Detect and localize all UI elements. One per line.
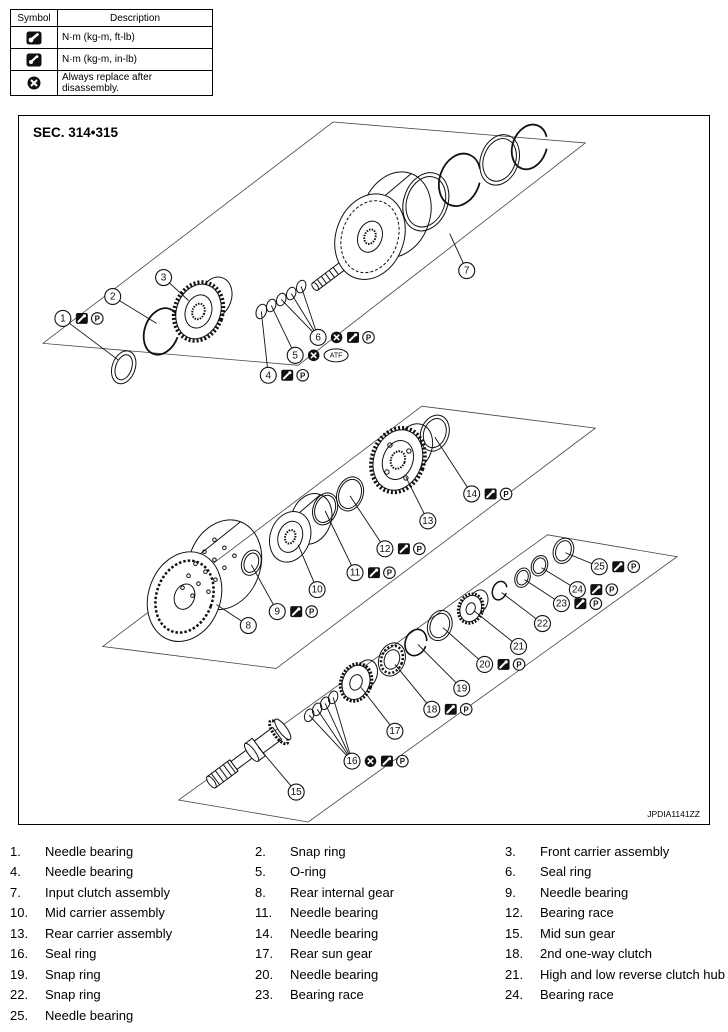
- callout-8: [216, 605, 256, 634]
- svg-text:P: P: [609, 585, 615, 595]
- parts-list-item: [255, 862, 505, 883]
- callout-number: 23: [555, 598, 567, 610]
- callout-number: 5: [292, 350, 298, 362]
- parts-list-item: [505, 944, 722, 965]
- parts-list-item: [505, 964, 725, 985]
- parts-list-item: [255, 944, 505, 965]
- parts-list-item: [10, 841, 255, 862]
- parts-list-item: [255, 985, 505, 1006]
- legend-row: [11, 27, 213, 49]
- part-label: Needle bearing: [45, 864, 134, 880]
- part-number: 16.: [10, 946, 29, 962]
- part-number: 7.: [10, 884, 21, 900]
- part-number: 15.: [505, 925, 524, 941]
- part-label: Mid carrier assembly: [45, 905, 165, 921]
- part-number: 1.: [10, 843, 21, 859]
- callout-number: 16: [346, 756, 358, 768]
- legend-symbol-cell: [11, 49, 58, 71]
- parts-list-empty: [505, 1005, 722, 1026]
- callout-layer: [55, 234, 640, 800]
- part-number: 21.: [505, 966, 524, 982]
- replace-icon: [26, 75, 42, 91]
- parts-list-item: [10, 862, 255, 883]
- part-mid-carrier-assembly-10: [263, 488, 339, 568]
- callout-number: 18: [426, 704, 438, 716]
- part-number: 11.: [255, 905, 273, 921]
- part-label: Rear sun gear: [290, 946, 373, 962]
- parts-list-item: [505, 985, 722, 1006]
- svg-text:P: P: [300, 371, 306, 381]
- svg-text:P: P: [631, 562, 637, 572]
- part-bearing-race-24: [528, 553, 550, 578]
- svg-text:P: P: [399, 757, 406, 767]
- part-label: Mid sun gear: [540, 925, 616, 941]
- parts-list-item: [255, 841, 505, 862]
- part-label: O-ring: [290, 864, 327, 880]
- svg-text:P: P: [503, 489, 509, 499]
- part-number: 4.: [10, 864, 21, 880]
- part-label: Bearing race: [540, 905, 614, 921]
- part-number: 14.: [255, 925, 274, 941]
- torque-inlb-icon: [26, 53, 42, 67]
- part-mid-sun-gear-15: [201, 716, 295, 795]
- part-number: 6.: [505, 864, 516, 880]
- part-number: 18.: [505, 946, 524, 962]
- callout-number: 9: [274, 606, 281, 618]
- legend-header-description: Description: [58, 10, 213, 27]
- callout-number: 24: [571, 584, 583, 596]
- callout-4: [260, 311, 308, 383]
- legend-symbol-cell: [11, 71, 58, 96]
- callout-number: 4: [265, 370, 272, 382]
- parts-list-item: [10, 882, 255, 903]
- part-number: 20.: [255, 966, 274, 982]
- legend-description: Always replace after disassembly.: [58, 71, 213, 96]
- exploded-view-svg: [19, 116, 709, 824]
- part-needle-bearing-9: [238, 547, 265, 578]
- part-number: 23.: [255, 987, 274, 1003]
- callout-number: 22: [536, 618, 549, 630]
- callout-number: 21: [513, 641, 525, 653]
- callout-25: [565, 553, 639, 575]
- part-number: 2.: [255, 843, 266, 859]
- svg-text:P: P: [386, 568, 393, 578]
- part-label: Rear internal gear: [290, 884, 395, 900]
- callout-number: 15: [290, 787, 302, 799]
- part-high-low-reverse-clutch-hub-21: [454, 587, 491, 626]
- part-number: 17.: [255, 946, 274, 962]
- part-label: Snap ring: [45, 987, 101, 1003]
- part-number: 10.: [10, 905, 29, 921]
- exploded-view-figure: [18, 115, 710, 825]
- svg-text:P: P: [463, 705, 469, 715]
- callout-number: 8: [245, 620, 252, 632]
- callout-number: 20: [479, 659, 491, 671]
- callout-14: [435, 437, 512, 502]
- part-number: 25.: [10, 1007, 29, 1023]
- torque-ftlb-icon: [26, 31, 42, 45]
- callout-number: 6: [315, 332, 321, 344]
- parts-list-item: [10, 985, 255, 1006]
- part-front-carrier-assembly-3: [166, 272, 238, 347]
- part-snap-ring-19: [401, 626, 430, 658]
- part-number: 12.: [505, 905, 524, 921]
- callout-22: [502, 593, 551, 632]
- callout-7: [450, 234, 475, 279]
- part-label: 2nd one-way clutch: [540, 946, 653, 962]
- legend-description: N·m (kg-m, ft-lb): [58, 27, 213, 49]
- legend-row: [11, 49, 213, 71]
- parts-list-item: [505, 923, 722, 944]
- part-number: 8.: [255, 884, 266, 900]
- callout-number: 19: [456, 683, 468, 695]
- legend-row: [11, 71, 213, 96]
- parts-list-item: [505, 862, 722, 883]
- part-label: Snap ring: [290, 843, 346, 859]
- callout-19: [418, 644, 470, 696]
- part-needle-bearing-1: [107, 347, 140, 387]
- part-label: High and low reverse clutch hub: [540, 966, 725, 982]
- svg-text:P: P: [308, 607, 315, 617]
- svg-text:P: P: [593, 599, 599, 609]
- part-rear-sun-gear-17: [335, 657, 381, 706]
- callout-number: 12: [379, 543, 391, 555]
- part-label: Needle bearing: [45, 1007, 134, 1023]
- part-label: Needle bearing: [540, 884, 629, 900]
- callout-number: 7: [463, 265, 470, 277]
- parts-list-item: [10, 923, 255, 944]
- part-label: Needle bearing: [290, 925, 379, 941]
- callout-number: 3: [160, 272, 167, 284]
- svg-text:ATF: ATF: [329, 352, 343, 360]
- parts-list-item: [505, 882, 722, 903]
- callout-number: 11: [349, 567, 361, 579]
- symbol-legend-table: [10, 9, 213, 96]
- svg-text:P: P: [365, 333, 372, 343]
- part-bearing-race-23: [512, 566, 533, 590]
- parts-list-item: [10, 1005, 255, 1026]
- parts-list-empty: [255, 1005, 505, 1026]
- svg-text:P: P: [416, 544, 423, 554]
- callout-21: [474, 611, 527, 655]
- svg-text:P: P: [516, 660, 522, 670]
- part-label: Snap ring: [45, 966, 101, 982]
- parts-list-item: [10, 944, 255, 965]
- svg-text:P: P: [94, 314, 100, 324]
- legend-header-row: [11, 10, 213, 27]
- legend-header-symbol: Symbol: [11, 10, 58, 27]
- figure-code: JPDIA1141ZZ: [647, 809, 700, 819]
- callout-number: 1: [60, 313, 66, 325]
- callout-3: [156, 270, 189, 301]
- part-label: Bearing race: [290, 987, 364, 1003]
- part-number: 5.: [255, 864, 266, 880]
- part-label: Bearing race: [540, 987, 614, 1003]
- callout-17: [361, 687, 403, 739]
- part-label: Seal ring: [45, 946, 97, 962]
- parts-list-item: [10, 964, 255, 985]
- part-label: Front carrier assembly: [540, 843, 670, 859]
- callout-number: 14: [466, 488, 478, 500]
- callout-number: 10: [311, 584, 323, 596]
- callout-2: [105, 289, 157, 324]
- callout-12: [350, 496, 425, 557]
- section-label: SEC. 314•315: [33, 125, 119, 140]
- callout-9: [251, 565, 317, 620]
- part-number: 19.: [10, 966, 29, 982]
- parts-list-item: [505, 841, 722, 862]
- part-label: Needle bearing: [45, 843, 134, 859]
- parts-list-item: [255, 964, 505, 985]
- legend-symbol-cell: [11, 27, 58, 49]
- parts-list-item: [505, 903, 722, 924]
- part-number: 13.: [10, 925, 29, 941]
- parts-list-item: [255, 903, 505, 924]
- parts-list-item: [255, 923, 505, 944]
- part-label: Seal ring: [540, 864, 592, 880]
- callout-number: 13: [422, 515, 434, 527]
- callout-number: 2: [109, 291, 116, 303]
- callout-23: [525, 580, 602, 612]
- callout-24: [541, 568, 617, 598]
- part-number: 24.: [505, 987, 524, 1003]
- part-snap-ring-22: [490, 579, 510, 602]
- callout-number: 25: [593, 561, 605, 573]
- part-number: 9.: [505, 884, 516, 900]
- part-label: Needle bearing: [290, 905, 379, 921]
- parts-list: [10, 841, 725, 1026]
- part-seal-rings-4-5-6: [254, 279, 308, 320]
- part-rear-carrier-assembly-13: [362, 418, 439, 499]
- part-number: 3.: [505, 843, 516, 859]
- part-label: Input clutch assembly: [45, 884, 171, 900]
- callout-15: [258, 747, 304, 800]
- callout-1: [55, 310, 119, 360]
- callout-number: 17: [389, 726, 401, 738]
- part-label: Needle bearing: [290, 966, 379, 982]
- part-needle-bearing-25: [550, 535, 578, 566]
- parts-list-item: [255, 882, 505, 903]
- legend-description: N·m (kg-m, in-lb): [58, 49, 213, 71]
- part-number: 22.: [10, 987, 29, 1003]
- part-label: Rear carrier assembly: [45, 925, 173, 941]
- parts-list-item: [10, 903, 255, 924]
